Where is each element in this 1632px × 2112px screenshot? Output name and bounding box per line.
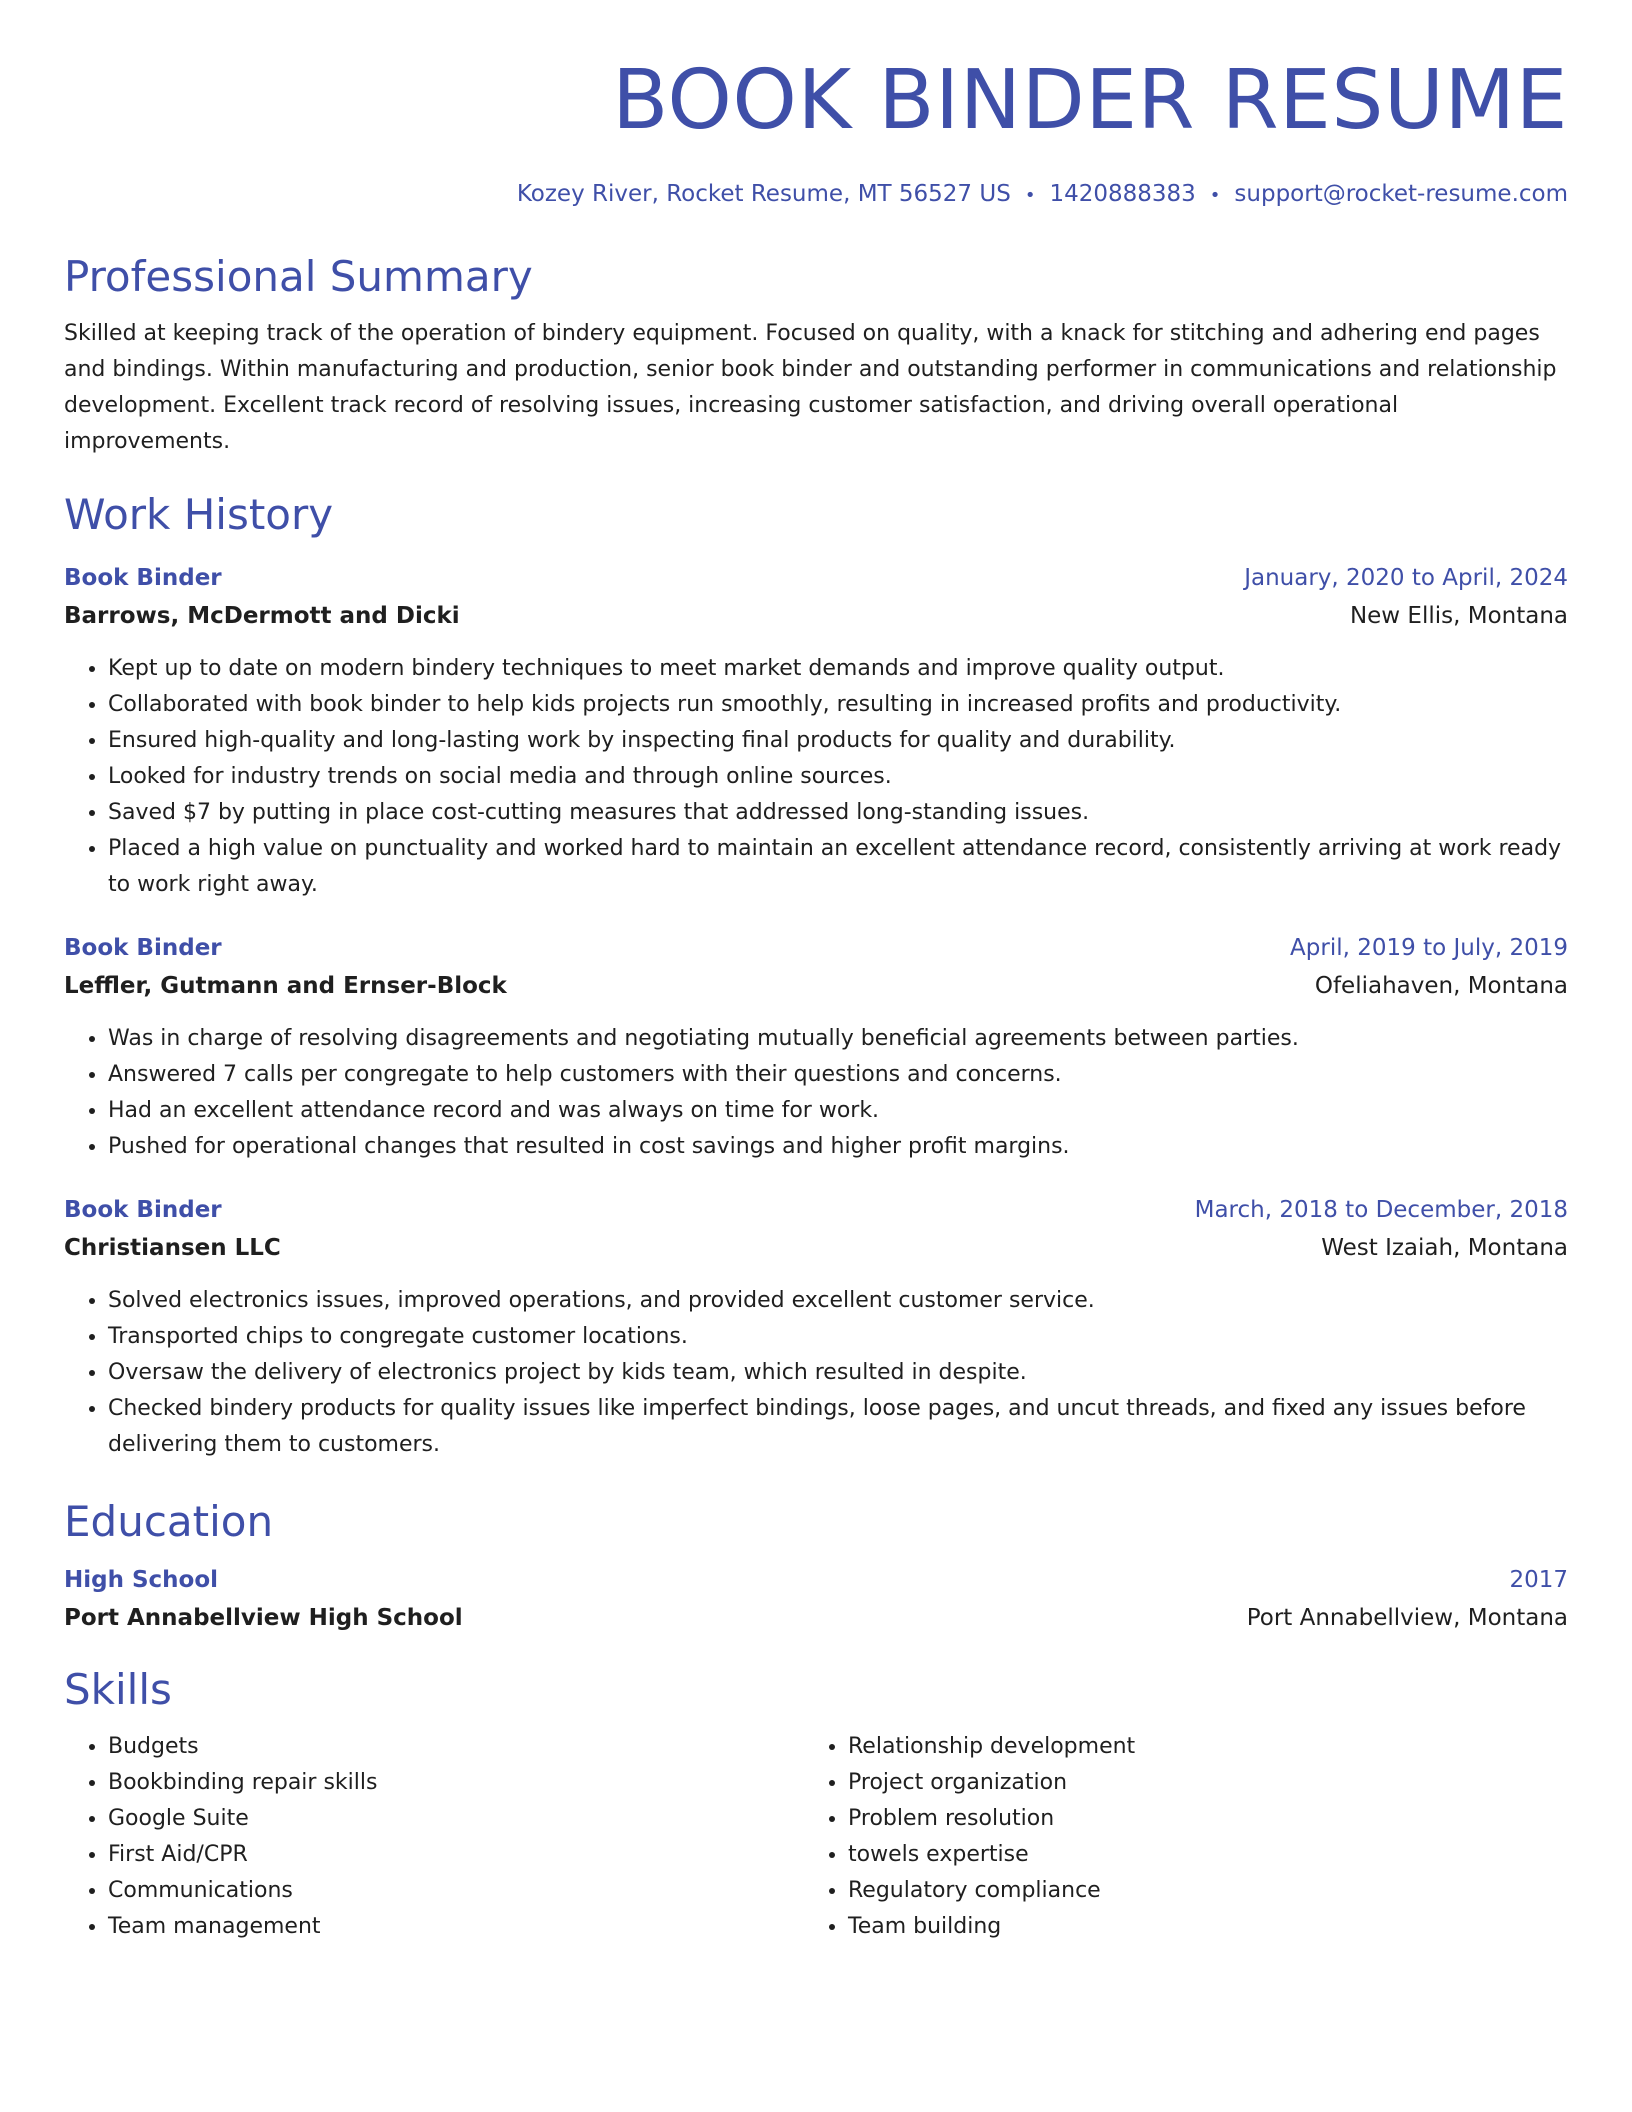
skills-column-left: [64, 1729, 804, 1945]
contact-phone: 1420888383: [1049, 181, 1196, 207]
education-school: Port Annabellview High School: [64, 1605, 463, 1632]
resume-title: BOOK BINDER RESUME: [612, 53, 1568, 148]
skills-column-right: [804, 1729, 1544, 1945]
contact-address: Kozey River, Rocket Resume, MT 56527 US: [516, 181, 1011, 207]
job-bullet: • Pushed for operational changes that resulted in cost savings and higher profit margins.: [108, 1129, 1568, 1165]
job-bullet: • Solved electronics issues, improved operations, and provided excellent customer service.: [108, 1283, 1568, 1319]
contact-line: [64, 180, 1568, 210]
skill-item: • Regulatory compliance: [848, 1873, 1544, 1909]
job-bullet: • Transported chips to congregate customer locations.: [108, 1319, 1568, 1355]
job-bullet: • Saved $7 by putting in place cost-cutting measures that addressed long-standing issues.: [108, 795, 1568, 831]
job-location: Ofeliahaven, Montana: [1314, 972, 1568, 999]
job-bullet: • Ensured high-quality and long-lasting work by inspecting final products for quality and durability.: [108, 723, 1568, 759]
skill-item: • Bookbinding repair skills: [108, 1765, 804, 1801]
skill-item: • Relationship development: [848, 1729, 1544, 1765]
skill-item: • Budgets: [108, 1729, 804, 1765]
job-entry: [64, 1191, 1568, 1463]
education-degree: High School: [64, 1567, 219, 1594]
job-bullet: • Checked bindery products for quality issues like imperfect bindings, loose pages, and uncut threads, and fixed any issues before delivering them to customers.: [108, 1391, 1568, 1463]
job-bullet: • Collaborated with book binder to help kids projects run smoothly, resulting in increased profits and productivity.: [108, 687, 1568, 723]
skill-item: • Communications: [108, 1873, 804, 1909]
job-bullet: • Had an excellent attendance record and was always on time for work.: [108, 1093, 1568, 1129]
work-history-heading: Work History: [64, 490, 334, 540]
separator-dot: •: [1209, 185, 1221, 206]
skill-item: • First Aid/CPR: [108, 1837, 804, 1873]
separator-dot: •: [1024, 185, 1036, 206]
contact-email: support@rocket-resume.com: [1234, 181, 1568, 207]
job-company: Christiansen LLC: [64, 1234, 281, 1261]
job-title: Book Binder: [64, 934, 222, 961]
skill-item: • Team building: [848, 1909, 1544, 1945]
job-bullets: [64, 1021, 1568, 1165]
skill-item: • Google Suite: [108, 1801, 804, 1837]
job-entry: [64, 559, 1568, 903]
summary-text: Skilled at keeping track of the operation of bindery equipment. Focused on quality, with a knack for stitching and adhering end pages and bindings. Within manufacturing and production, senior book binder and outstanding performer in communications and relationship development. Excellent track record of resolving issues, increasing customer satisfaction, and driving overall operational improvements.: [64, 321, 1557, 455]
job-title: Book Binder: [64, 564, 222, 591]
skill-item: • Project organization: [848, 1765, 1544, 1801]
job-bullet: • Looked for industry trends on social media and through online sources.: [108, 759, 1568, 795]
job-bullets: [64, 1283, 1568, 1463]
summary-heading: Professional Summary: [64, 251, 533, 301]
job-bullets: [64, 651, 1568, 903]
job-bullet: • Was in charge of resolving disagreements and negotiating mutually beneficial agreements between parties.: [108, 1021, 1568, 1057]
skill-item: • Problem resolution: [848, 1801, 1544, 1837]
job-dates: March, 2018 to December, 2018: [1194, 1196, 1568, 1223]
job-bullet: • Answered 7 calls per congregate to help customers with their questions and concerns.: [108, 1057, 1568, 1093]
skill-item: • towels expertise: [848, 1837, 1544, 1873]
education-year: 2017: [1509, 1567, 1568, 1594]
job-location: New Ellis, Montana: [1349, 602, 1568, 629]
skill-item: • Team management: [108, 1909, 804, 1945]
job-title: Book Binder: [64, 1196, 222, 1223]
job-company: Barrows, McDermott and Dicki: [64, 602, 460, 629]
job-dates: April, 2019 to July, 2019: [1290, 934, 1568, 961]
education-location: Port Annabellview, Montana: [1246, 1605, 1568, 1632]
job-entry: [64, 929, 1568, 1165]
job-bullet: • Kept up to date on modern bindery techniques to meet market demands and improve quality output.: [108, 651, 1568, 687]
job-location: West Izaiah, Montana: [1321, 1234, 1568, 1261]
job-dates: January, 2020 to April, 2024: [1244, 564, 1568, 591]
job-company: Leffler, Gutmann and Ernser-Block: [64, 972, 507, 999]
education-entry: [64, 1561, 1568, 1637]
job-bullet: • Placed a high value on punctuality and worked hard to maintain an excellent attendance record, consistently arriving at work ready to work right away.: [108, 831, 1568, 903]
education-heading: Education: [64, 1496, 274, 1546]
job-bullet: • Oversaw the delivery of electronics project by kids team, which resulted in despite.: [108, 1355, 1568, 1391]
skills-list: [64, 1729, 1568, 1945]
skills-heading: Skills: [64, 1665, 172, 1715]
